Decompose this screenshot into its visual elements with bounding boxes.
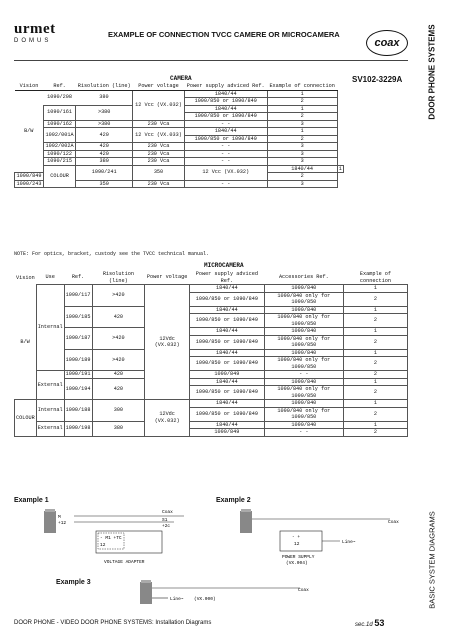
psu-cell: 1840/44 (267, 165, 337, 173)
table-row (15, 306, 408, 314)
camera-icon (44, 511, 56, 533)
psu-cell: 1840/44 (184, 105, 267, 113)
psu-cell: 1840/44 (190, 328, 265, 336)
example-1-diagram (44, 505, 184, 575)
col-header: Risolution (line) (76, 83, 133, 90)
psu-cell: 1090/850 or 1090/849 (184, 98, 267, 106)
ex1-coax-label: Coax (162, 510, 173, 515)
psu-cell: 1090/850 or 1090/849 (190, 386, 265, 400)
col-header: Power supply adviced Ref. (195, 271, 258, 284)
vision-cell: COLOUR (43, 165, 75, 188)
ex-cell: 1 (343, 421, 407, 429)
camera-lens (45, 509, 55, 512)
ref-cell: 1090/162 (43, 120, 75, 128)
psu-cell: - - (184, 143, 267, 151)
volt-cell: 12Vdc (VX.032) (145, 285, 190, 400)
psu-cell: 1090/850 or 1090/849 (190, 407, 265, 421)
ex3-line-label: Line~ (170, 597, 184, 602)
microcamera-table (14, 271, 408, 437)
res-cell: 380 (76, 158, 133, 166)
ref-cell: 1090/189 (64, 349, 92, 371)
ex-cell: 3 (267, 143, 337, 151)
col-header: Vision (15, 83, 44, 90)
camera-note: NOTE: For optics, bracket, custody see the TVCC technical manual. (14, 251, 210, 257)
psu-cell: 1090/850 or 1090/849 (190, 335, 265, 349)
res-cell: 350 (133, 165, 185, 180)
res-cell: 380 (92, 421, 145, 436)
example-1-title: Example 1 (14, 497, 49, 504)
col-header: Power voltage (133, 83, 185, 90)
psu-cell: 1090/849 (190, 371, 265, 379)
vision-cell: B/W (20, 338, 30, 345)
psu-cell: 1840/44 (190, 421, 265, 429)
table-header-row (15, 271, 408, 285)
ref-cell: 1090/122 (43, 150, 75, 158)
use-cell: External (36, 421, 64, 436)
footer-left: DOOR PHONE - VIDEO DOOR PHONE SYSTEMS: Installation Diagrams (14, 620, 212, 626)
res-cell: 350 (76, 180, 133, 188)
ex-cell: 1 (343, 378, 407, 386)
header-divider (14, 60, 408, 61)
res-cell: >420 (92, 349, 145, 371)
ref-cell: 1090/194 (64, 378, 92, 400)
table-row (15, 165, 344, 173)
psu-cell: 1090/850 or 1090/849 (190, 314, 265, 328)
ex1-plus12-label: +12 (58, 521, 67, 526)
acc-cell: 1090/840 only for 1090/850 (264, 335, 343, 349)
res-cell: >420 (92, 285, 145, 307)
ex2-coax-label: Coax (388, 520, 399, 525)
volt-cell: 230 Vca (133, 120, 185, 128)
vision-cell: B/W (24, 128, 34, 134)
ref-cell: 1090/243 (15, 180, 44, 188)
res-cell: 420 (92, 306, 145, 328)
voltage-adapter-box (96, 531, 162, 553)
ex-cell: 3 (267, 150, 337, 158)
volt-cell: 12 Vcc (VX.033) (133, 128, 185, 143)
table-row (15, 400, 408, 408)
res-cell: 420 (92, 378, 145, 400)
camera-icon (140, 582, 152, 604)
res-cell: 420 (76, 150, 133, 158)
ex2-psu-pins-label: - + (292, 535, 301, 540)
volt-cell: 230 Vca (133, 143, 185, 151)
ref-cell: 1090/161 (43, 105, 75, 120)
ex-cell: 1 (343, 328, 407, 336)
volt-cell: 230 Vca (133, 158, 185, 166)
ex-cell: 3 (267, 180, 337, 188)
psu-cell: - - (184, 158, 267, 166)
psu-cell: - - (184, 150, 267, 158)
col-header: Power voltage (146, 274, 188, 281)
ex-cell: 2 (343, 386, 407, 400)
acc-cell: 1090/840 (264, 328, 343, 336)
ex-cell: 2 (343, 314, 407, 328)
psu-cell: 1840/44 (184, 128, 267, 136)
footer-section: sec.1d (355, 622, 373, 628)
col-header: Example of connection (267, 83, 337, 90)
side-label-top (425, 14, 439, 130)
ex-cell: 1 (267, 90, 337, 98)
side-label-top-text: DOOR PHONE SYSTEMS (427, 24, 437, 120)
table-row (15, 378, 408, 386)
acc-cell: 1090/840 only for 1090/850 (264, 386, 343, 400)
ex-cell: 2 (343, 371, 407, 379)
logo-sub-text: DOMUS (14, 38, 52, 44)
ref-cell: 1090/188 (64, 400, 92, 422)
page-title: EXAMPLE OF CONNECTION TVCC CAMERE OR MICROCAMERA (108, 30, 340, 39)
col-header: Risolution (line) (102, 271, 134, 284)
example-3-diagram (140, 580, 360, 612)
use-cell: External (36, 371, 64, 400)
camera-section-title: CAMERA (170, 75, 192, 82)
acc-cell: 1090/840 (264, 306, 343, 314)
res-cell: 420 (92, 371, 145, 379)
volt-cell: 12 Vcc (VX.032) (184, 165, 267, 180)
example-3-title: Example 3 (56, 579, 91, 586)
ex2-line-label: Line~ (342, 540, 356, 545)
psu-cell: 1840/44 (184, 90, 267, 98)
ex-cell: 1 (267, 128, 337, 136)
ex-cell: 2 (267, 98, 337, 106)
psu-cell: 1840/44 (190, 400, 265, 408)
res-cell: 420 (76, 128, 133, 143)
microcamera-section-title: MICROCAMERA (204, 262, 244, 269)
acc-cell: 1090/840 only for 1090/850 (264, 357, 343, 371)
acc-cell: 1090/840 only for 1090/850 (264, 292, 343, 306)
volt-cell: 12Vdc (VX.032) (145, 400, 190, 437)
table-row (15, 285, 408, 293)
urmet-logo (14, 22, 54, 44)
ref-cell: 1090/187 (64, 328, 92, 350)
psu-cell: 1840/44 (190, 378, 265, 386)
table-row (15, 158, 344, 166)
volt-cell: 230 Vca (133, 180, 185, 188)
acc-cell: - - (264, 429, 343, 437)
ex1-adapter-label: VOLTAGE ADAPTER (104, 560, 145, 565)
ex2-psu-v-label: 12 (294, 542, 300, 547)
ref-cell: 1092/002A (43, 143, 75, 151)
psu-cell: - - (184, 180, 267, 188)
ex-cell: 2 (343, 429, 407, 437)
footer-right (355, 618, 384, 628)
side-label-bottom (425, 510, 439, 610)
camera-table (14, 83, 344, 188)
acc-cell: 1090/840 (264, 400, 343, 408)
psu-cell: 1090/850 or 1090/849 (184, 113, 267, 121)
ex3-coax-label: Coax (298, 588, 309, 593)
ex3-ref-label: (VX.000) (194, 597, 216, 602)
camera-icon (240, 511, 252, 533)
psu-cell: 1090/850 or 1090/849 (184, 135, 267, 143)
res-cell: >380 (76, 120, 133, 128)
ex1-plus2c-label: +2c (162, 524, 171, 529)
acc-cell: 1090/840 (264, 349, 343, 357)
ex1-pins-label: - M1 +TC (100, 536, 122, 541)
psu-cell: 1840/44 (190, 306, 265, 314)
ref-cell: 1090/198 (64, 421, 92, 436)
table-row (15, 371, 408, 379)
table-row (15, 328, 408, 336)
col-header: Ref. (43, 83, 75, 90)
psu-cell: 1090/849 (15, 173, 44, 181)
ex-cell: 3 (267, 120, 337, 128)
ref-cell: 1090/208 (47, 94, 73, 101)
ref-cell: 1090/241 (76, 165, 133, 180)
logo-main-text: urmet (14, 21, 56, 37)
res-cell: 420 (76, 143, 133, 151)
ex-cell: 1 (343, 306, 407, 314)
ex2-psu-label: POWER SUPPLY (282, 555, 315, 560)
vision-cell: COLOUR (15, 400, 37, 437)
ex1-m-label: M (58, 515, 61, 520)
col-header: Use (45, 274, 55, 281)
col-header: Power supply adviced Ref. (184, 83, 267, 90)
ex-cell: 2 (343, 335, 407, 349)
acc-cell: 1090/840 only for 1090/850 (264, 314, 343, 328)
ex-cell: 2 (343, 357, 407, 371)
acc-cell: 1090/840 (264, 378, 343, 386)
psu-cell: 1840/44 (190, 349, 265, 357)
col-header: Vision (16, 274, 35, 281)
table-header-row (15, 83, 344, 90)
col-header: Ref. (71, 274, 85, 281)
ref-cell: 1092/001A (43, 128, 75, 143)
ex-cell: 1 (343, 349, 407, 357)
table-row (15, 150, 344, 158)
psu-cell: 1090/849 (190, 429, 265, 437)
acc-cell: 1090/840 only for 1090/850 (264, 407, 343, 421)
col-header: Example of connection (359, 271, 392, 284)
acc-cell: 1090/840 (264, 421, 343, 429)
ex-cell: 1 (343, 400, 407, 408)
ex-cell: 1 (267, 105, 337, 113)
example-2-diagram (240, 505, 410, 575)
ex-cell: 3 (267, 158, 337, 166)
use-cell: Internal (36, 285, 64, 371)
psu-cell: 1840/44 (190, 285, 265, 293)
table-row (15, 120, 344, 128)
ex-cell: 1 (343, 285, 407, 293)
volt-cell: 12 Vcc (VX.032) (133, 90, 185, 120)
page-number: 53 (374, 618, 385, 628)
ref-cell: 1090/191 (65, 371, 91, 377)
ex-cell: 2 (343, 292, 407, 306)
table-row (15, 421, 408, 429)
res-cell: >380 (76, 105, 133, 120)
ref-cell: 1090/185 (64, 306, 92, 328)
ex-cell: 2 (267, 113, 337, 121)
side-label-bottom-text: BASIC SYSTEM DIAGRAMS (427, 511, 437, 609)
ref-cell: 1090/117 (64, 285, 92, 307)
use-cell: Internal (36, 400, 64, 422)
example-2-title: Example 2 (216, 497, 251, 504)
res-cell: >420 (92, 328, 145, 350)
psu-cell: - - (184, 120, 267, 128)
camera-lens (141, 580, 151, 583)
acc-cell: - - (264, 371, 343, 379)
table-row (15, 349, 408, 357)
camera-lens (241, 509, 251, 512)
model-code: SV102-3229A (352, 75, 403, 84)
power-supply-box (280, 531, 322, 551)
ex-cell: 2 (267, 135, 337, 143)
res-cell: 380 (99, 94, 109, 101)
ref-cell: 1090/215 (43, 158, 75, 166)
table-row (15, 128, 344, 136)
ex1-s1-label: S1 (162, 518, 168, 523)
ex-cell: 1 (338, 165, 342, 172)
coax-brand-badge: coax (366, 30, 408, 56)
acc-cell: 1090/840 (264, 285, 343, 293)
ex2-psu-ref-label: (VX.004) (286, 561, 308, 566)
res-cell: 300 (92, 400, 145, 422)
psu-cell: 1090/850 or 1090/849 (190, 292, 265, 306)
table-row (15, 143, 344, 151)
ex1-v-label: 12 (100, 543, 106, 548)
psu-cell: 1090/850 or 1090/849 (190, 357, 265, 371)
table-row (15, 90, 344, 98)
col-header: Accessories Ref. (278, 274, 329, 281)
volt-cell: 230 Vca (133, 150, 185, 158)
ex-cell: 2 (267, 173, 337, 181)
ex-cell: 2 (343, 407, 407, 421)
